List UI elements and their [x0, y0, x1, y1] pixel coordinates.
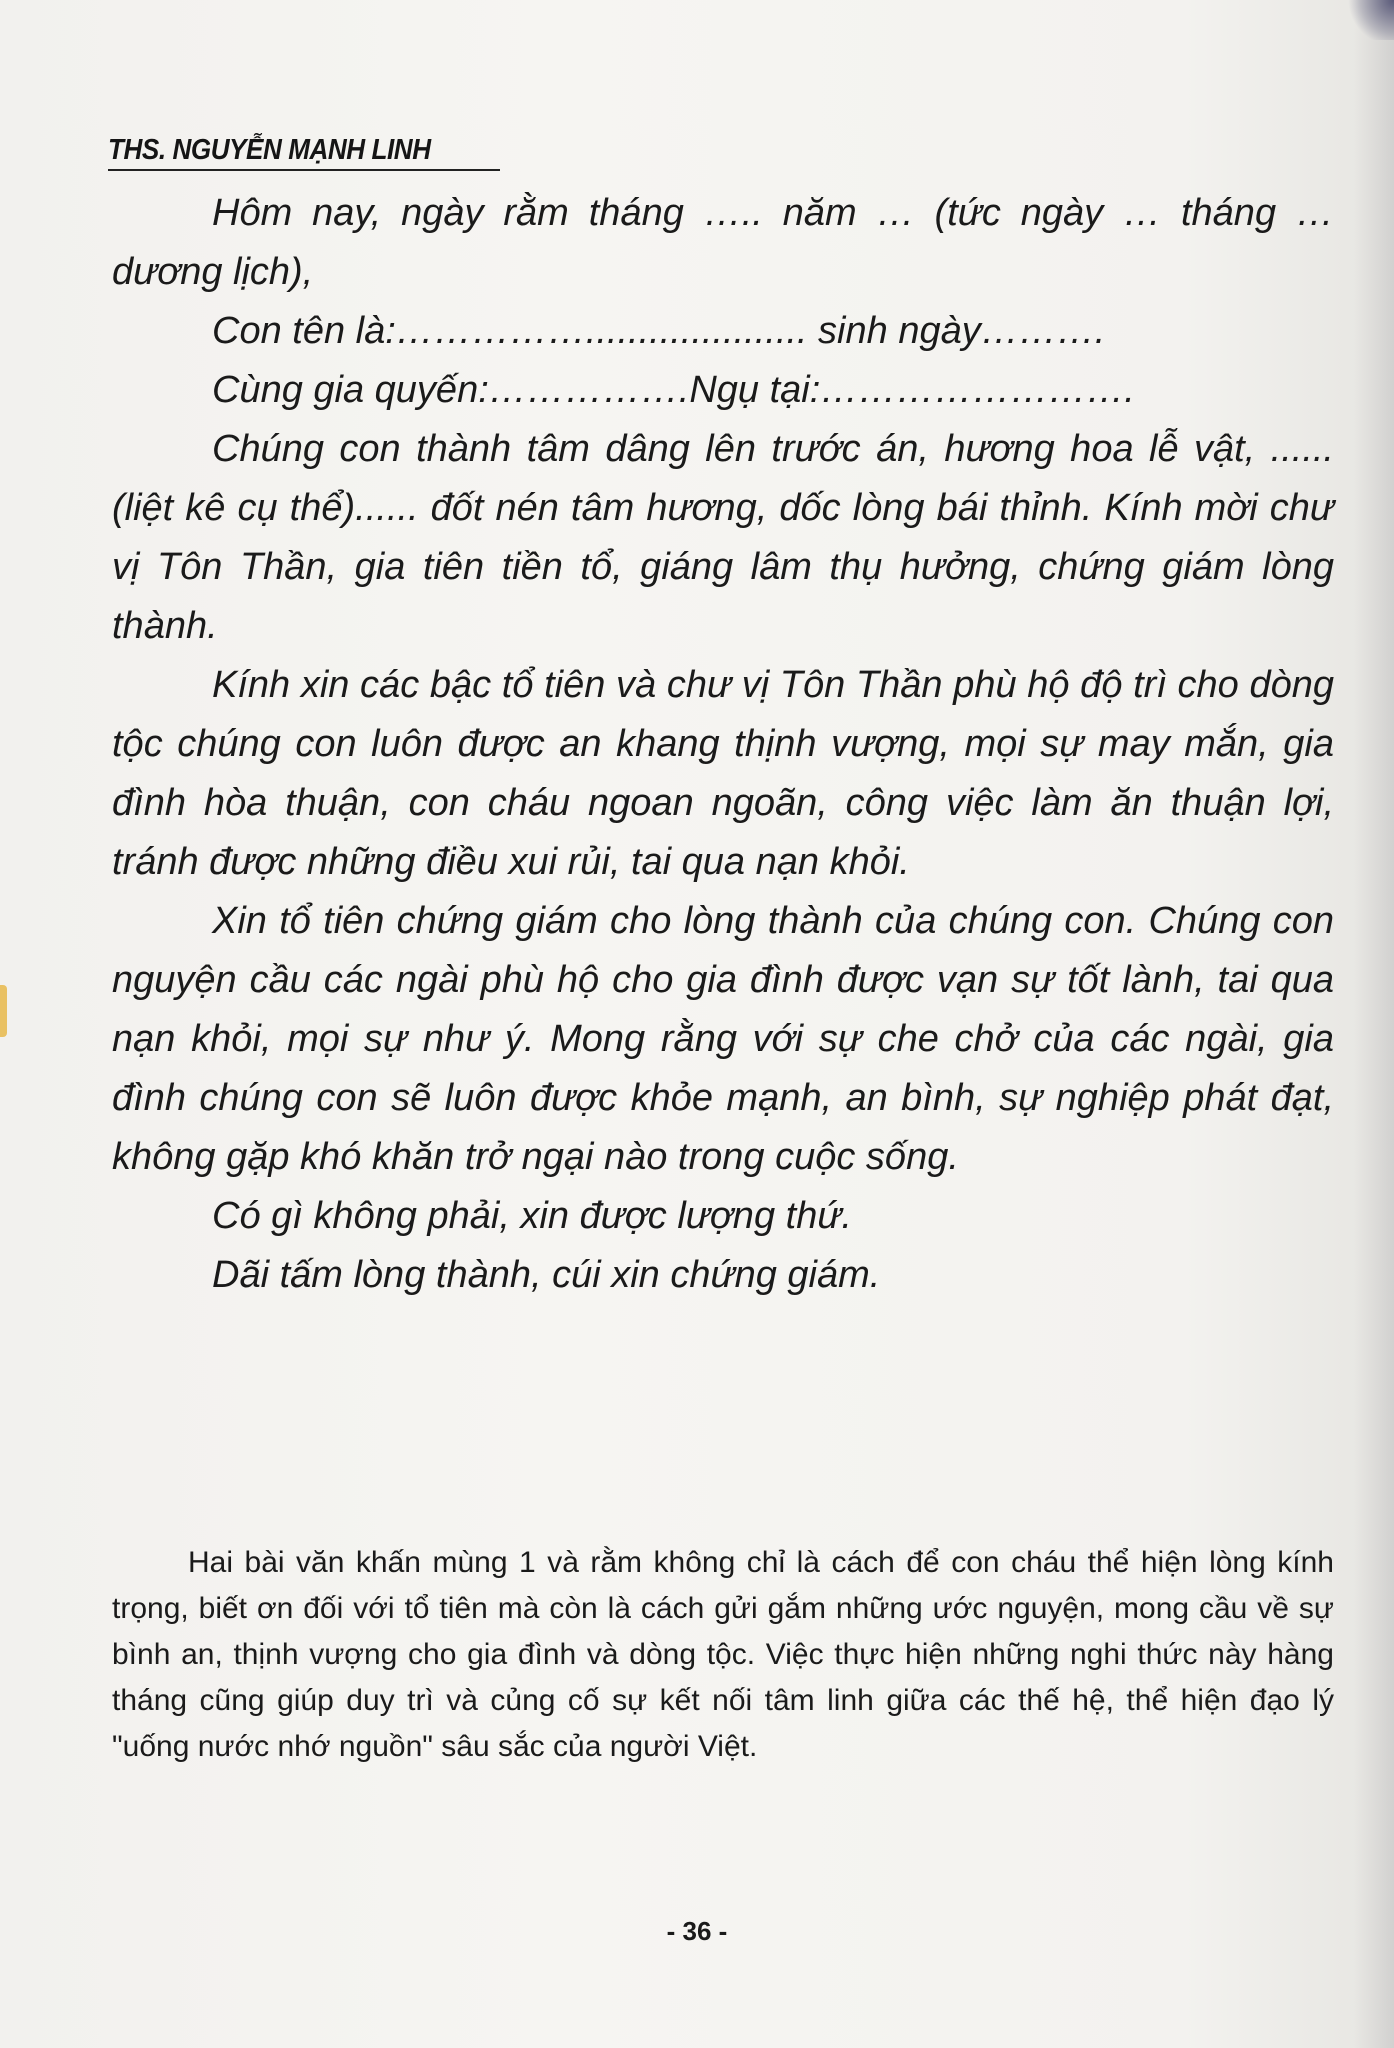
prayer-paragraph-closing: Dãi tấm lòng thành, cúi xin chứng giám. [212, 1254, 881, 1296]
prayer-paragraph-blessing: Kính xin các bậc tổ tiên và chư vị Tôn Thần phù hộ độ trì cho dòng tộc chúng con luôn được an khang thịnh vượng, mọi sự may mắn, gia đình hòa thuận, con cháu ngoan ngoãn, công việc làm ăn thuận lợi, tránh được những điều xui rủi, tai qua nạn khỏi. [112, 664, 1334, 883]
prayer-paragraph-witness: Xin tổ tiên chứng giám cho lòng thành của chúng con. Chúng con nguyện cầu các ngài phù hộ cho gia đình được vạn sự tốt lành, tai qua nạn khỏi, mọi sự như ý. Mong rằng với sự che chở của các ngài, gia đình chúng con sẽ luôn được khỏe mạnh, an bình, sự nghiệp phát đạt, không gặp khó khăn trở ngại nào trong cuộc sống. [112, 900, 1334, 1178]
page-number: - 36 - [666, 1916, 728, 1946]
running-header [108, 134, 500, 171]
prayer-text [112, 184, 1334, 1305]
summary-text: Hai bài văn khấn mùng 1 và rằm không chỉ là cách để con cháu thể hiện lòng kính trọng, biết ơn đối với tổ tiên mà còn là cách gửi gắm những ước nguyện, mong cầu về sự bình an, thịnh vượng cho gia đình và dòng tộc. Việc thực hiện những nghi thức này hàng tháng cũng giúp duy trì và củng cố sự kết nối tâm linh giữa các thế hệ, thể hiện đạo lý "uống nước nhớ nguồn" sâu sắc của người Việt. [112, 1546, 1334, 1763]
summary-paragraph [112, 1540, 1334, 1770]
corner-smudge [1348, 0, 1394, 40]
prayer-paragraph-family: Cùng gia quyến:…………….Ngụ tại:……………………. [212, 369, 1135, 411]
page-marker-tab [0, 985, 7, 1037]
prayer-paragraph-offering: Chúng con thành tâm dâng lên trước án, hương hoa lễ vật, ...... (liệt kê cụ thể)...... đốt nén tâm hương, dốc lòng bái thỉnh. Kính mời chư vị Tôn Thần, gia tiên tiền tổ, giáng lâm thụ hưởng, chứng giám lòng thành. [112, 428, 1334, 647]
author-name: THS. NGUYỄN MẠNH LINH [108, 134, 431, 166]
prayer-paragraph-date: Hôm nay, ngày rằm tháng ….. năm … (tức ngày … tháng … dương lịch), [112, 192, 1334, 293]
prayer-paragraph-forgiveness: Có gì không phải, xin được lượng thứ. [212, 1195, 852, 1237]
prayer-paragraph-name: Con tên là:……………..................... sinh ngày………. [212, 310, 1106, 352]
page-edge-shadow [1354, 0, 1394, 2048]
